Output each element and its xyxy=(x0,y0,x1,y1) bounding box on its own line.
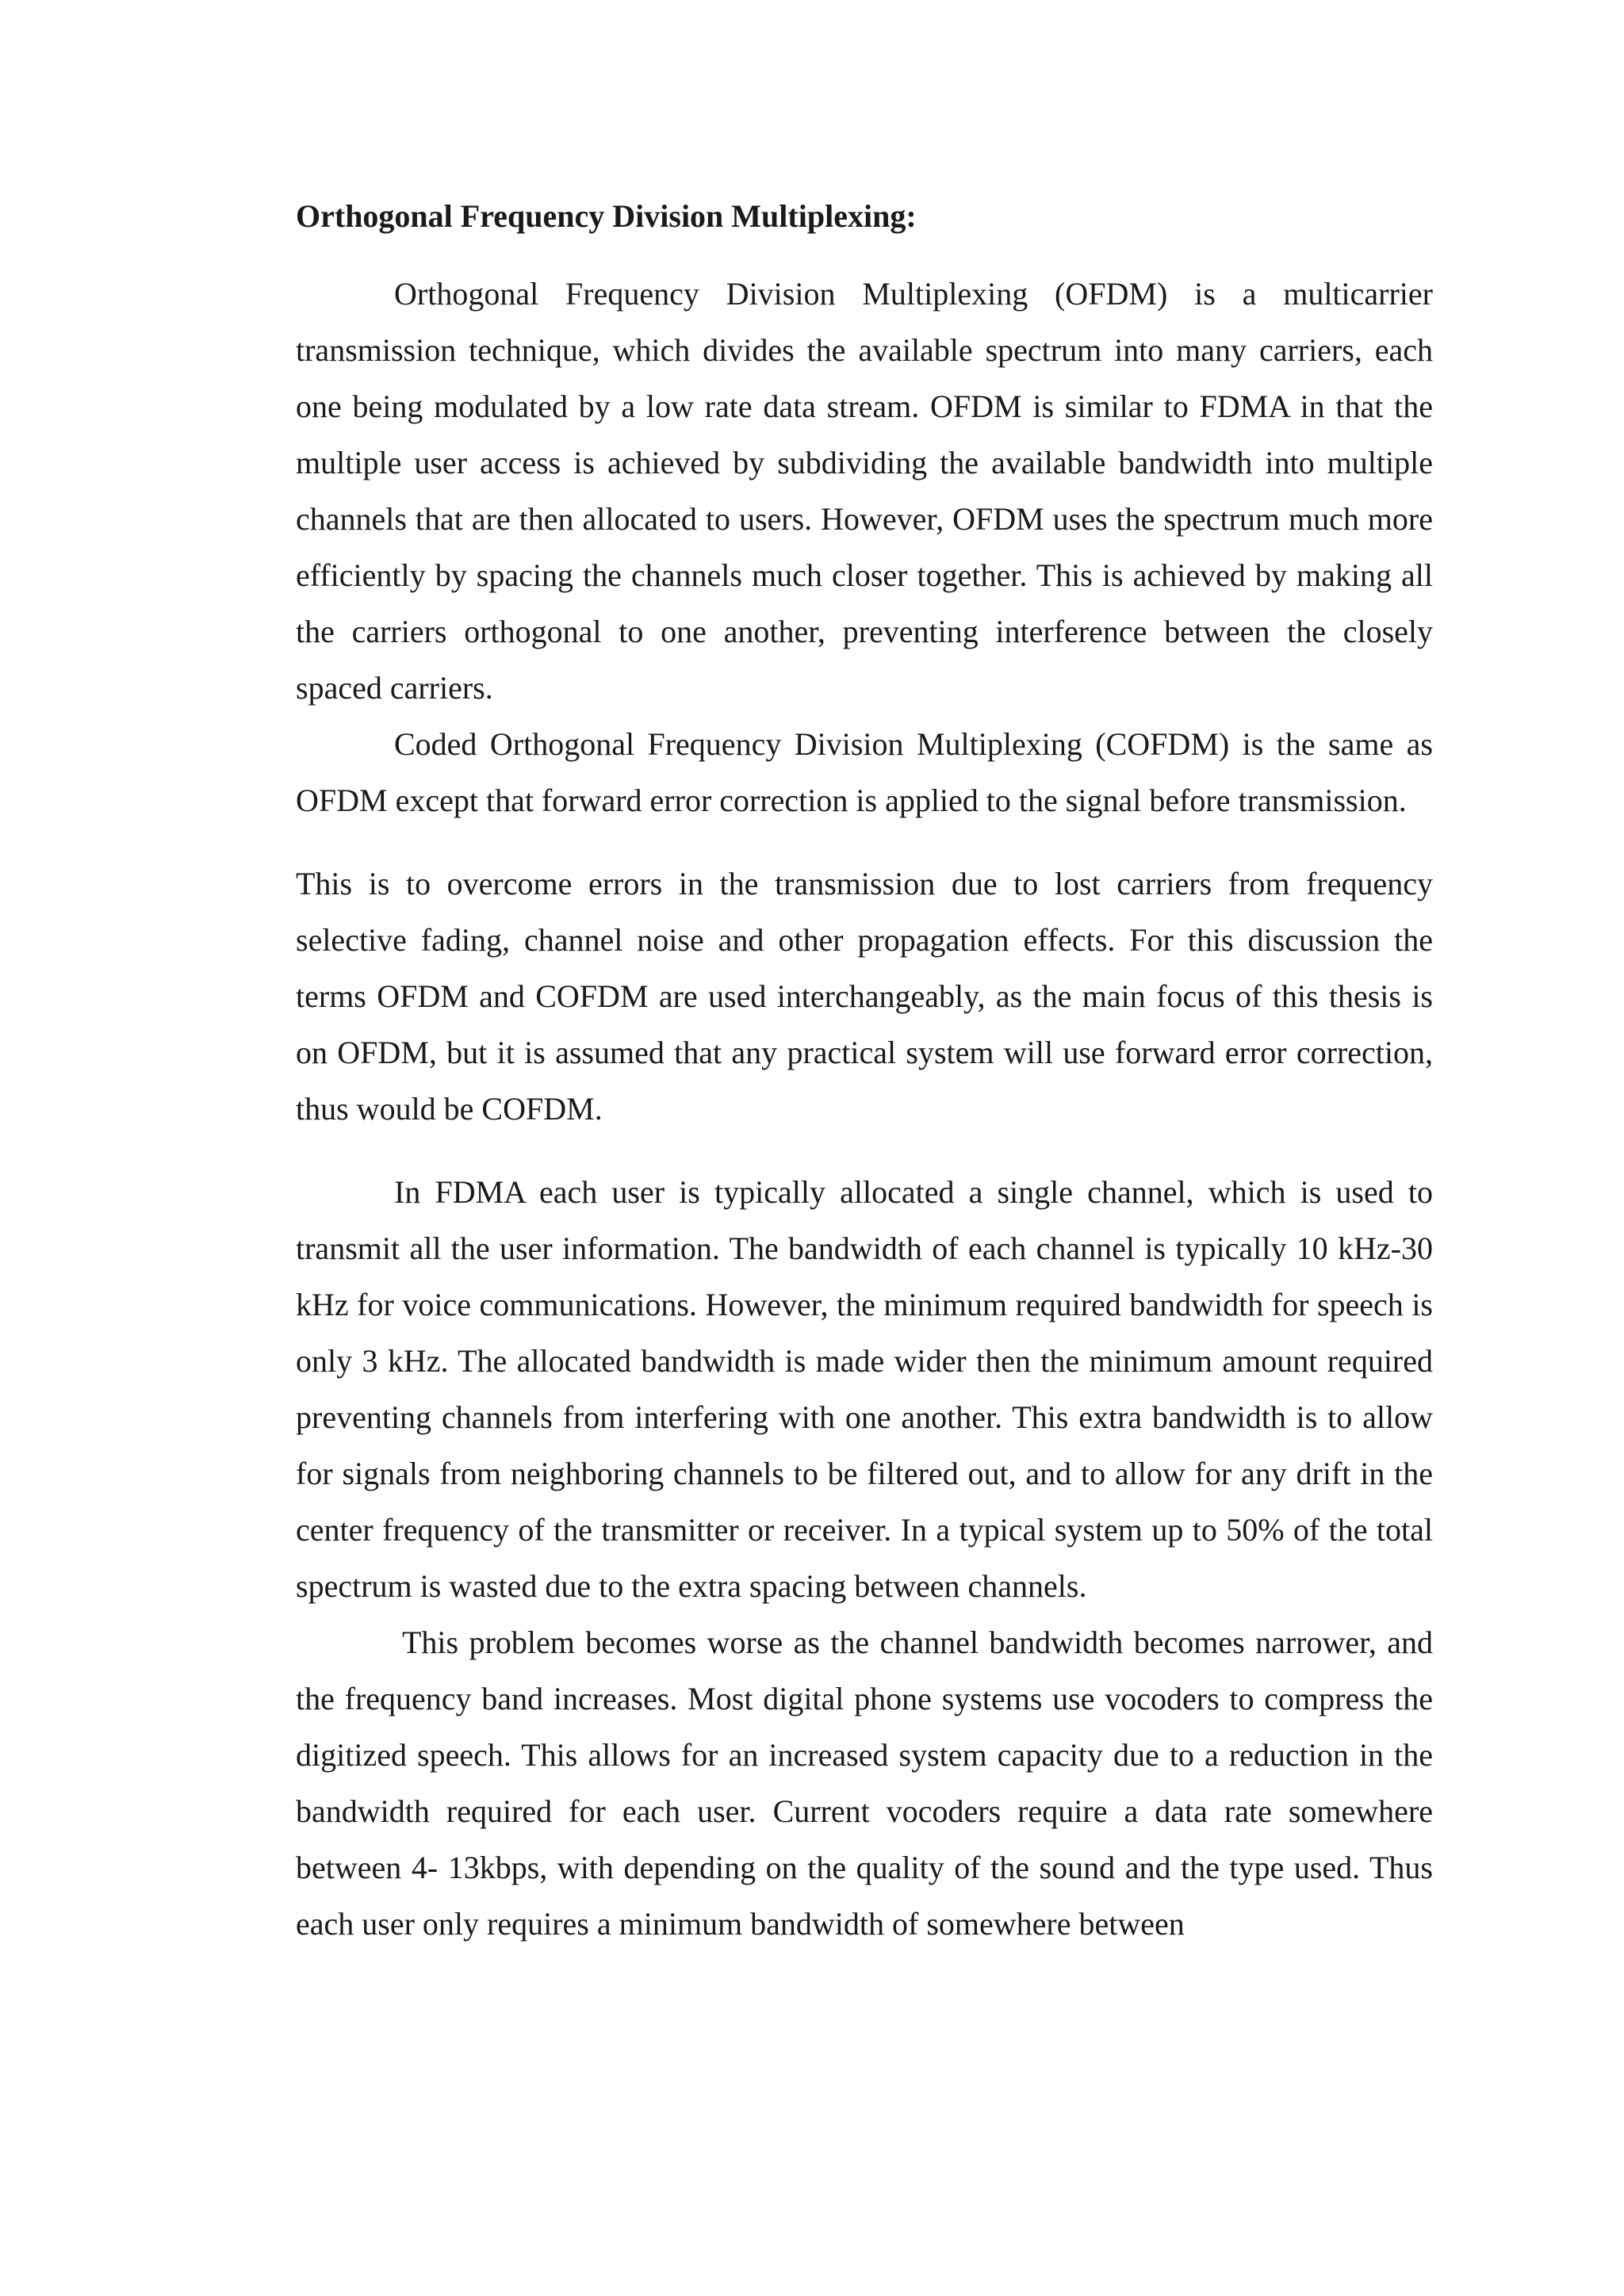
document-body xyxy=(296,194,1433,1952)
paragraph-vocoders: This problem becomes worse as the channel bandwidth becomes narrower, and the frequency band increases. Most digital phone systems use vocoders to compress the digitized speech. This allows for an increased system capacity due to a reduction in the bandwidth required for each user. Current vocoders require a data rate somewhere between 4- 13kbps, with depending on the quality of the sound and the type used. Thus each user only requires a minimum bandwidth of somewhere between xyxy=(296,1624,1433,1942)
section-heading: Orthogonal Frequency Division Multiplexing: xyxy=(296,198,917,234)
paragraph-error-correction: This is to overcome errors in the transmission due to lost carriers from frequency selective fading, channel noise and other propagation effects. For this discussion the terms OFDM and COFDM are used interchangeably, as the main focus of this thesis is on OFDM, but it is assumed that any practical system will use forward error correction, thus would be COFDM. xyxy=(296,866,1433,1127)
paragraph-cofdm-definition: Coded Orthogonal Frequency Division Multiplexing (COFDM) is the same as OFDM except that forward error correction is applied to the signal before transmission. xyxy=(296,726,1433,818)
paragraph-fdma-channels: In FDMA each user is typically allocated a single channel, which is used to transmit all the user information. The bandwidth of each channel is typically 10 kHz-30 kHz for voice communications. However, the minimum required bandwidth for speech is only 3 kHz. The allocated bandwidth is made wider then the minimum amount required preventing channels from interfering with one another. This extra bandwidth is to allow for signals from neighboring channels to be filtered out, and to allow for any drift in the center frequency of the transmitter or receiver. In a typical system up to 50% of the total spectrum is wasted due to the extra spacing between channels. xyxy=(296,1174,1433,1604)
paragraph-ofdm-intro: Orthogonal Frequency Division Multiplexing (OFDM) is a multicarrier transmission technique, which divides the available spectrum into many carriers, each one being modulated by a low rate data stream. OFDM is similar to FDMA in that the multiple user access is achieved by subdividing the available bandwidth into multiple channels that are then allocated to users. However, OFDM uses the spectrum much more efficiently by spacing the channels much closer together. This is achieved by making all the carriers orthogonal to one another, preventing interference between the closely spaced carriers. xyxy=(296,276,1433,706)
